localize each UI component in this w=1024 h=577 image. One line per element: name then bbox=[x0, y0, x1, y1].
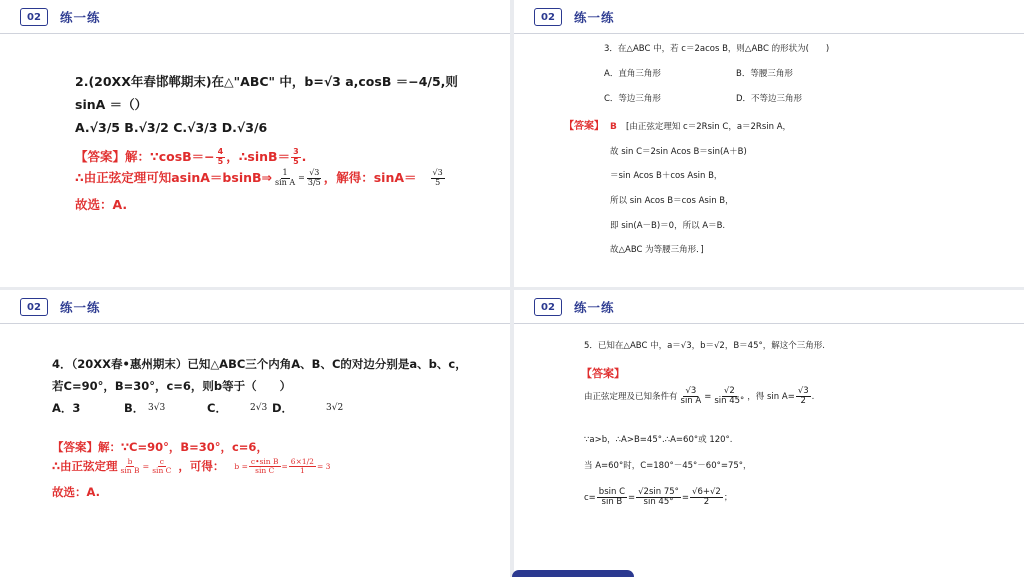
solution-text: ； bbox=[723, 492, 733, 503]
section-badge: 02 bbox=[20, 8, 48, 26]
solution-text: . bbox=[811, 391, 815, 402]
option-d: D． bbox=[272, 401, 294, 415]
answer-label: 【答案】 bbox=[564, 121, 604, 132]
question-text: 3．在△ABC 中，若 c＝2acos B，则△ABC 的形状为( ) bbox=[604, 44, 830, 54]
answer-text: ，解得：sinA＝ bbox=[323, 170, 417, 186]
solution-line-2: 故 sin C＝2sin Acos B＝sin(A＋B) bbox=[610, 147, 747, 157]
option-d-value: 3√2 bbox=[326, 403, 344, 413]
answer-label: 【答案】 bbox=[581, 367, 625, 380]
question-line-2: 若C=90°，B=30°，c=6，则b等于（ ） bbox=[52, 379, 292, 393]
formula-text: = bbox=[281, 462, 288, 471]
fraction: $\frac{√3}{5}$ bbox=[432, 168, 443, 187]
fraction: $\frac{√2}{\sin 45^\circ}$ bbox=[714, 386, 745, 407]
solution-line-6: 故△ABC 为等腰三角形．] bbox=[610, 245, 704, 255]
slide-header bbox=[534, 8, 615, 26]
option-c-value: 2√3 bbox=[250, 403, 268, 413]
fraction: $\frac{√3}{\text{sin A}}$ bbox=[680, 386, 702, 407]
solution-line-5: 即 sin(A－B)＝0，所以 A＝B. bbox=[610, 221, 726, 231]
option-d: D．不等边三角形 bbox=[736, 94, 803, 104]
answer-text: 【答案】解：∵cosB＝− bbox=[75, 149, 215, 165]
answer-line-3: 故选：A. bbox=[52, 485, 100, 499]
fraction: $\frac{3}{5}$ bbox=[293, 147, 299, 166]
answer-text: ，可得： bbox=[178, 459, 225, 473]
equals-sign: = bbox=[142, 461, 150, 471]
answer-text: ∴由正弦定理可知asinA＝bsinB⇒ bbox=[75, 170, 273, 186]
fraction: $\frac{4}{5}$ bbox=[217, 147, 224, 166]
fraction: $\frac{√3}{3/5}$ bbox=[307, 168, 321, 187]
option-b: B． bbox=[124, 401, 145, 415]
answer-line-1 bbox=[75, 148, 306, 167]
slide-header bbox=[20, 298, 101, 316]
bottom-tab-indicator bbox=[512, 570, 634, 577]
slide-panel-1 bbox=[0, 0, 510, 287]
fraction: $\frac{b}{\text{sin B}}$ bbox=[120, 457, 140, 476]
slide-panel-3 bbox=[0, 290, 510, 577]
equals-sign: = bbox=[704, 391, 712, 402]
fraction: $\frac{\text{c•sin B}}{\text{sin C}}$ bbox=[250, 457, 279, 476]
answer-letter: B bbox=[610, 122, 617, 132]
header-divider bbox=[514, 323, 1024, 324]
answer-line-1: 【答案】解：∵C=90°，B=30°，c=6， bbox=[52, 440, 268, 454]
equals-sign: = bbox=[298, 173, 305, 183]
solution-line-1 bbox=[584, 387, 814, 407]
header-divider bbox=[0, 33, 510, 34]
section-title: 练一练 bbox=[574, 10, 615, 25]
question-line-1: 2.(20XX年春邯郸期末)在△"ABC" 中，b=√3 a,cosB ＝−4/5,则 bbox=[75, 74, 458, 89]
solution-line-3: 当 A=60°时，C=180°－45°－60°=75°， bbox=[584, 461, 752, 471]
fraction: $\frac{\text{bsin C}}{\text{sin B}}$ bbox=[598, 487, 626, 508]
answer-line-3: 故选：A. bbox=[75, 197, 128, 212]
answer-text: . bbox=[301, 149, 307, 165]
slide-header bbox=[534, 298, 615, 316]
slide-panel-4 bbox=[514, 290, 1024, 577]
fraction: $\frac{√2\sin 75^\circ}{\sin 45^\circ}$ bbox=[638, 487, 679, 508]
option-c: C． bbox=[207, 401, 227, 415]
solution-line-4: 所以 sin Acos B＝cos Asin B， bbox=[610, 196, 734, 206]
option-a: A．3 bbox=[52, 401, 81, 415]
equals-sign: = bbox=[681, 492, 690, 503]
solution-line-3: ＝sin Acos B＋cos Asin B， bbox=[610, 171, 723, 181]
solution-text: ，得 sin A= bbox=[747, 391, 795, 402]
section-title: 练一练 bbox=[60, 300, 101, 315]
question-line-2: sinA ＝（） bbox=[75, 97, 148, 112]
option-c: C．等边三角形 bbox=[604, 94, 661, 104]
option-b-value: 3√3 bbox=[148, 403, 166, 413]
formula bbox=[234, 458, 330, 476]
option-b: B．等腰三角形 bbox=[736, 69, 793, 79]
section-badge: 02 bbox=[534, 298, 562, 316]
header-divider bbox=[514, 33, 1024, 34]
question-options: A.√3/5 B.√3/2 C.√3/3 D.√3/6 bbox=[75, 120, 268, 135]
slide-header bbox=[20, 8, 101, 26]
solution-text: 由正弦定理及已知条件有 bbox=[584, 391, 678, 402]
header-divider bbox=[0, 323, 510, 324]
solution-line-4 bbox=[584, 488, 732, 508]
answer-text: ∴由正弦定理 bbox=[52, 459, 118, 473]
equals-sign: = bbox=[628, 492, 636, 503]
fraction: $\frac{√3}{2}$ bbox=[797, 386, 809, 407]
answer-text: ，∴sinB＝ bbox=[226, 149, 291, 165]
slide-panel-2 bbox=[514, 0, 1024, 287]
section-title: 练一练 bbox=[574, 300, 615, 315]
formula-text: = 3 bbox=[316, 462, 331, 471]
solution-text: c= bbox=[584, 492, 596, 503]
fraction: $\frac{√6+√2}{2}$ bbox=[692, 487, 721, 508]
answer-line-2 bbox=[52, 458, 330, 476]
question-line-1: 4．（20XX春•惠州期末）已知△ABC三个内角A、B、C的对边分别是a、b、c， bbox=[52, 357, 467, 371]
fraction: $\frac{6\times 1/2}{1}$ bbox=[290, 457, 314, 476]
section-badge: 02 bbox=[534, 8, 562, 26]
section-title: 练一练 bbox=[60, 10, 101, 25]
section-badge: 02 bbox=[20, 298, 48, 316]
formula-text: b = bbox=[234, 462, 248, 471]
question-text: 5．已知在△ABC 中，a＝√3，b＝√2，B＝45°，解这个三角形. bbox=[584, 341, 825, 351]
option-a: A．直角三角形 bbox=[604, 69, 661, 79]
answer-line-2 bbox=[75, 169, 446, 188]
solution-line-2: ∵a>b，∴A>B=45°.∴A=60°或 120°. bbox=[584, 435, 733, 445]
fraction: $\frac{c}{\text{sin C}}$ bbox=[152, 457, 172, 476]
solution-line-1: [由正弦定理知 c＝2Rsin C，a＝2Rsin A， bbox=[626, 122, 792, 132]
fraction: $\frac{1}{\text{sin A}}$ bbox=[275, 168, 296, 187]
